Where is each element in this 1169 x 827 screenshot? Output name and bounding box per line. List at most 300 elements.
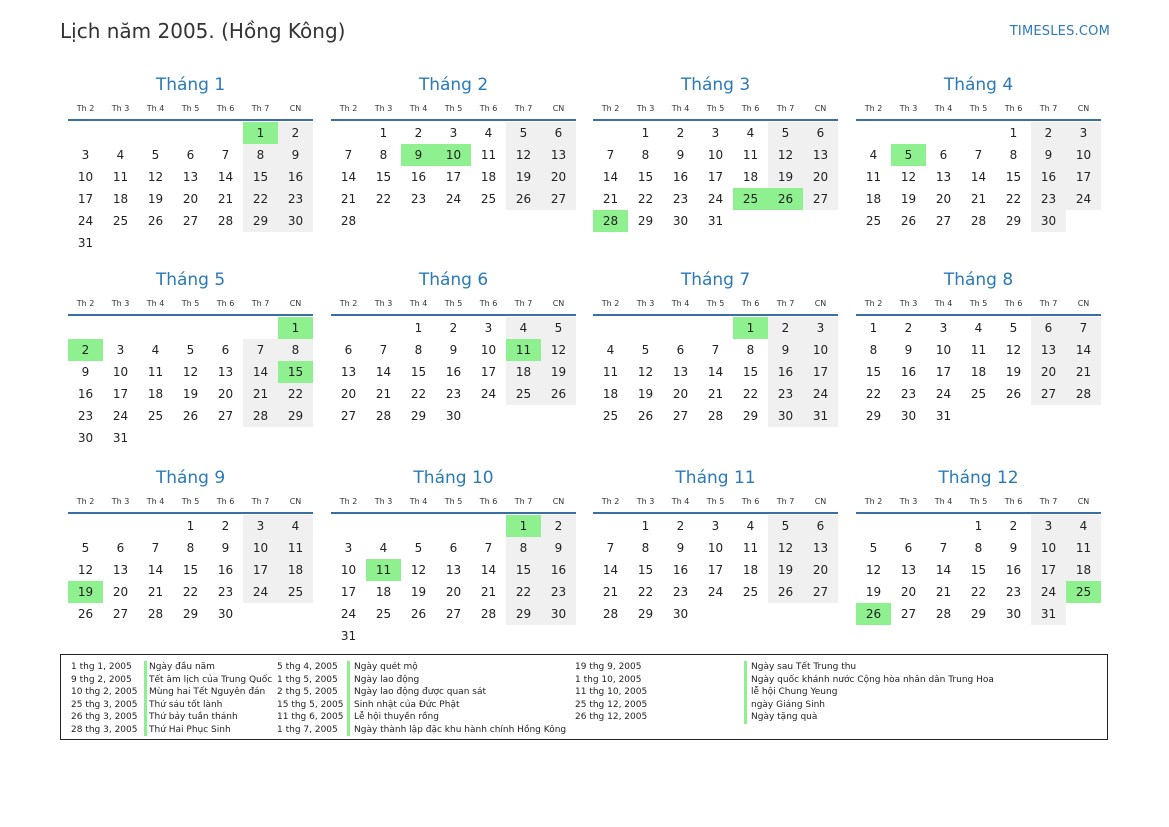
day-cell[interactable]: 26: [637, 409, 654, 423]
day-cell[interactable]: 19: [1005, 365, 1022, 379]
day-cell[interactable]: 29: [865, 409, 882, 423]
day-cell[interactable]: 5: [414, 541, 423, 555]
day-cell[interactable]: 28: [970, 214, 987, 228]
day-cell[interactable]: 28: [243, 405, 278, 427]
day-cell[interactable]: 18: [865, 192, 882, 206]
day-cell[interactable]: 12: [410, 563, 427, 577]
day-cell[interactable]: 20: [1031, 361, 1066, 383]
day-cell[interactable]: 13: [182, 170, 199, 184]
day-cell[interactable]: 7: [484, 541, 493, 555]
day-cell[interactable]: 3: [449, 126, 458, 140]
day-cell[interactable]: 1: [974, 519, 983, 533]
day-cell[interactable]: 8: [414, 343, 423, 357]
day-cell[interactable]: 18: [147, 387, 164, 401]
day-cell[interactable]: 4: [506, 317, 541, 339]
day-cell[interactable]: 17: [803, 361, 838, 383]
day-cell[interactable]: 7: [1066, 317, 1101, 339]
day-cell[interactable]: 20: [935, 192, 952, 206]
day-cell[interactable]: 19: [68, 581, 103, 603]
day-cell[interactable]: 1: [733, 317, 768, 339]
day-cell[interactable]: 2: [768, 317, 803, 339]
day-cell[interactable]: 15: [506, 559, 541, 581]
day-cell[interactable]: 14: [1066, 339, 1101, 361]
day-cell[interactable]: 22: [970, 585, 987, 599]
day-cell[interactable]: 26: [182, 409, 199, 423]
day-cell[interactable]: 16: [217, 563, 234, 577]
day-cell[interactable]: 14: [970, 170, 987, 184]
day-cell[interactable]: 11: [366, 559, 401, 581]
day-cell[interactable]: 2: [449, 321, 458, 335]
day-cell[interactable]: 9: [449, 343, 458, 357]
day-cell[interactable]: 2: [904, 321, 913, 335]
day-cell[interactable]: 3: [1031, 515, 1066, 537]
day-cell[interactable]: 14: [480, 563, 497, 577]
day-cell[interactable]: 5: [641, 343, 650, 357]
day-cell[interactable]: 29: [1005, 214, 1022, 228]
day-cell[interactable]: 3: [711, 126, 720, 140]
day-cell[interactable]: 15: [637, 563, 654, 577]
day-cell[interactable]: 19: [541, 361, 576, 383]
day-cell[interactable]: 31: [340, 629, 357, 643]
day-cell[interactable]: 5: [891, 144, 926, 166]
day-cell[interactable]: 31: [935, 409, 952, 423]
day-cell[interactable]: 18: [602, 387, 619, 401]
day-cell[interactable]: 30: [768, 405, 803, 427]
day-cell[interactable]: 20: [182, 192, 199, 206]
day-cell[interactable]: 23: [1005, 585, 1022, 599]
day-cell[interactable]: 18: [1066, 559, 1101, 581]
day-cell[interactable]: 6: [449, 541, 458, 555]
day-cell[interactable]: 25: [480, 192, 497, 206]
day-cell[interactable]: 3: [711, 519, 720, 533]
day-cell[interactable]: 28: [217, 214, 234, 228]
day-cell[interactable]: 17: [340, 585, 357, 599]
day-cell[interactable]: 8: [974, 541, 983, 555]
day-cell[interactable]: 12: [77, 563, 94, 577]
day-cell[interactable]: 12: [768, 144, 803, 166]
day-cell[interactable]: 18: [970, 365, 987, 379]
day-cell[interactable]: 6: [344, 343, 353, 357]
day-cell[interactable]: 1: [278, 317, 313, 339]
day-cell[interactable]: 15: [243, 166, 278, 188]
day-cell[interactable]: 8: [746, 343, 755, 357]
day-cell[interactable]: 2: [221, 519, 230, 533]
day-cell[interactable]: 30: [672, 214, 689, 228]
day-cell[interactable]: 16: [1005, 563, 1022, 577]
day-cell[interactable]: 18: [375, 585, 392, 599]
day-cell[interactable]: 15: [278, 361, 313, 383]
day-cell[interactable]: 1: [641, 519, 650, 533]
day-cell[interactable]: 1: [641, 126, 650, 140]
day-cell[interactable]: 12: [768, 537, 803, 559]
day-cell[interactable]: 24: [1031, 581, 1066, 603]
day-cell[interactable]: 11: [742, 148, 759, 162]
day-cell[interactable]: 11: [970, 343, 987, 357]
day-cell[interactable]: 31: [707, 214, 724, 228]
day-cell[interactable]: 30: [1031, 210, 1066, 232]
day-cell[interactable]: 21: [217, 192, 234, 206]
day-cell[interactable]: 15: [865, 365, 882, 379]
day-cell[interactable]: 27: [803, 188, 838, 210]
day-cell[interactable]: 5: [151, 148, 160, 162]
day-cell[interactable]: 27: [182, 214, 199, 228]
day-cell[interactable]: 26: [768, 581, 803, 603]
day-cell[interactable]: 31: [803, 405, 838, 427]
day-cell[interactable]: 14: [243, 361, 278, 383]
day-cell[interactable]: 12: [506, 144, 541, 166]
day-cell[interactable]: 8: [379, 148, 388, 162]
day-cell[interactable]: 24: [707, 585, 724, 599]
day-cell[interactable]: 20: [900, 585, 917, 599]
day-cell[interactable]: 4: [116, 148, 125, 162]
day-cell[interactable]: 27: [217, 409, 234, 423]
day-cell[interactable]: 24: [112, 409, 129, 423]
day-cell[interactable]: 27: [672, 409, 689, 423]
day-cell[interactable]: 14: [340, 170, 357, 184]
day-cell[interactable]: 14: [217, 170, 234, 184]
day-cell[interactable]: 5: [1009, 321, 1018, 335]
day-cell[interactable]: 18: [112, 192, 129, 206]
day-cell[interactable]: 21: [970, 192, 987, 206]
day-cell[interactable]: 22: [742, 387, 759, 401]
day-cell[interactable]: 9: [221, 541, 230, 555]
day-cell[interactable]: 25: [375, 607, 392, 621]
day-cell[interactable]: 15: [182, 563, 199, 577]
day-cell[interactable]: 1: [1009, 126, 1018, 140]
day-cell[interactable]: 6: [116, 541, 125, 555]
day-cell[interactable]: 24: [445, 192, 462, 206]
day-cell[interactable]: 12: [900, 170, 917, 184]
day-cell[interactable]: 4: [151, 343, 160, 357]
day-cell[interactable]: 12: [637, 365, 654, 379]
day-cell[interactable]: 28: [147, 607, 164, 621]
day-cell[interactable]: 25: [1066, 581, 1101, 603]
day-cell[interactable]: 29: [278, 405, 313, 427]
day-cell[interactable]: 19: [182, 387, 199, 401]
day-cell[interactable]: 6: [939, 148, 948, 162]
day-cell[interactable]: 19: [768, 166, 803, 188]
day-cell[interactable]: 26: [77, 607, 94, 621]
day-cell[interactable]: 19: [865, 585, 882, 599]
day-cell[interactable]: 8: [641, 541, 650, 555]
day-cell[interactable]: 25: [733, 188, 768, 210]
day-cell[interactable]: 1: [506, 515, 541, 537]
day-cell[interactable]: 30: [445, 409, 462, 423]
day-cell[interactable]: 1: [186, 519, 195, 533]
day-cell[interactable]: 16: [541, 559, 576, 581]
day-cell[interactable]: 30: [900, 409, 917, 423]
day-cell[interactable]: 4: [1066, 515, 1101, 537]
day-cell[interactable]: 31: [1031, 603, 1066, 625]
day-cell[interactable]: 23: [217, 585, 234, 599]
day-cell[interactable]: 13: [935, 170, 952, 184]
day-cell[interactable]: 19: [900, 192, 917, 206]
site-link[interactable]: TIMESLES.COM: [1009, 24, 1110, 39]
day-cell[interactable]: 13: [803, 537, 838, 559]
day-cell[interactable]: 3: [116, 343, 125, 357]
day-cell[interactable]: 7: [379, 343, 388, 357]
day-cell[interactable]: 29: [970, 607, 987, 621]
day-cell[interactable]: 17: [243, 559, 278, 581]
day-cell[interactable]: 6: [1031, 317, 1066, 339]
day-cell[interactable]: 13: [445, 563, 462, 577]
day-cell[interactable]: 5: [541, 317, 576, 339]
day-cell[interactable]: 22: [182, 585, 199, 599]
day-cell[interactable]: 30: [278, 210, 313, 232]
day-cell[interactable]: 23: [768, 383, 803, 405]
day-cell[interactable]: 15: [1005, 170, 1022, 184]
day-cell[interactable]: 3: [81, 148, 90, 162]
day-cell[interactable]: 7: [243, 339, 278, 361]
day-cell[interactable]: 23: [77, 409, 94, 423]
day-cell[interactable]: 5: [768, 515, 803, 537]
day-cell[interactable]: 4: [974, 321, 983, 335]
day-cell[interactable]: 3: [484, 321, 493, 335]
day-cell[interactable]: 3: [939, 321, 948, 335]
day-cell[interactable]: 13: [1031, 339, 1066, 361]
day-cell[interactable]: 6: [803, 515, 838, 537]
day-cell[interactable]: 15: [742, 365, 759, 379]
day-cell[interactable]: 4: [484, 126, 493, 140]
day-cell[interactable]: 25: [970, 387, 987, 401]
day-cell[interactable]: 26: [856, 603, 891, 625]
day-cell[interactable]: 3: [344, 541, 353, 555]
day-cell[interactable]: 6: [803, 122, 838, 144]
day-cell[interactable]: 19: [410, 585, 427, 599]
day-cell[interactable]: 22: [1005, 192, 1022, 206]
day-cell[interactable]: 23: [278, 188, 313, 210]
day-cell[interactable]: 29: [742, 409, 759, 423]
day-cell[interactable]: 7: [939, 541, 948, 555]
day-cell[interactable]: 10: [707, 148, 724, 162]
day-cell[interactable]: 13: [672, 365, 689, 379]
day-cell[interactable]: 12: [147, 170, 164, 184]
day-cell[interactable]: 21: [1066, 361, 1101, 383]
day-cell[interactable]: 22: [410, 387, 427, 401]
day-cell[interactable]: 27: [803, 581, 838, 603]
day-cell[interactable]: 11: [112, 170, 129, 184]
day-cell[interactable]: 24: [243, 581, 278, 603]
day-cell[interactable]: 21: [935, 585, 952, 599]
day-cell[interactable]: 8: [641, 148, 650, 162]
day-cell[interactable]: 2: [676, 519, 685, 533]
day-cell[interactable]: 20: [803, 559, 838, 581]
day-cell[interactable]: 3: [1066, 122, 1101, 144]
day-cell[interactable]: 11: [147, 365, 164, 379]
day-cell[interactable]: 21: [602, 192, 619, 206]
day-cell[interactable]: 17: [1031, 559, 1066, 581]
day-cell[interactable]: 13: [803, 144, 838, 166]
day-cell[interactable]: 27: [1031, 383, 1066, 405]
day-cell[interactable]: 2: [278, 122, 313, 144]
day-cell[interactable]: 24: [480, 387, 497, 401]
day-cell[interactable]: 5: [81, 541, 90, 555]
day-cell[interactable]: 4: [746, 519, 755, 533]
day-cell[interactable]: 28: [340, 214, 357, 228]
day-cell[interactable]: 26: [768, 188, 803, 210]
day-cell[interactable]: 11: [742, 541, 759, 555]
day-cell[interactable]: 13: [340, 365, 357, 379]
day-cell[interactable]: 17: [77, 192, 94, 206]
day-cell[interactable]: 10: [340, 563, 357, 577]
day-cell[interactable]: 17: [480, 365, 497, 379]
day-cell[interactable]: 7: [606, 148, 615, 162]
day-cell[interactable]: 30: [217, 607, 234, 621]
day-cell[interactable]: 18: [480, 170, 497, 184]
day-cell[interactable]: 16: [1031, 166, 1066, 188]
day-cell[interactable]: 17: [112, 387, 129, 401]
day-cell[interactable]: 15: [410, 365, 427, 379]
day-cell[interactable]: 22: [243, 188, 278, 210]
day-cell[interactable]: 29: [182, 607, 199, 621]
day-cell[interactable]: 23: [900, 387, 917, 401]
day-cell[interactable]: 24: [707, 192, 724, 206]
day-cell[interactable]: 30: [541, 603, 576, 625]
day-cell[interactable]: 13: [217, 365, 234, 379]
day-cell[interactable]: 29: [410, 409, 427, 423]
day-cell[interactable]: 29: [637, 607, 654, 621]
day-cell[interactable]: 17: [1066, 166, 1101, 188]
day-cell[interactable]: 28: [1066, 383, 1101, 405]
day-cell[interactable]: 28: [602, 607, 619, 621]
day-cell[interactable]: 29: [637, 214, 654, 228]
day-cell[interactable]: 12: [865, 563, 882, 577]
day-cell[interactable]: 26: [410, 607, 427, 621]
day-cell[interactable]: 18: [506, 361, 541, 383]
day-cell[interactable]: 22: [506, 581, 541, 603]
day-cell[interactable]: 20: [217, 387, 234, 401]
day-cell[interactable]: 16: [410, 170, 427, 184]
day-cell[interactable]: 5: [869, 541, 878, 555]
day-cell[interactable]: 1: [414, 321, 423, 335]
day-cell[interactable]: 7: [221, 148, 230, 162]
day-cell[interactable]: 21: [243, 383, 278, 405]
day-cell[interactable]: 9: [541, 537, 576, 559]
day-cell[interactable]: 9: [1031, 144, 1066, 166]
day-cell[interactable]: 25: [602, 409, 619, 423]
day-cell[interactable]: 2: [1009, 519, 1018, 533]
day-cell[interactable]: 24: [803, 383, 838, 405]
day-cell[interactable]: 10: [707, 541, 724, 555]
day-cell[interactable]: 18: [742, 563, 759, 577]
day-cell[interactable]: 24: [1066, 188, 1101, 210]
day-cell[interactable]: 28: [935, 607, 952, 621]
day-cell[interactable]: 19: [768, 559, 803, 581]
day-cell[interactable]: 10: [243, 537, 278, 559]
day-cell[interactable]: 22: [637, 585, 654, 599]
day-cell[interactable]: 10: [77, 170, 94, 184]
day-cell[interactable]: 27: [445, 607, 462, 621]
day-cell[interactable]: 24: [935, 387, 952, 401]
day-cell[interactable]: 15: [637, 170, 654, 184]
day-cell[interactable]: 7: [344, 148, 353, 162]
day-cell[interactable]: 13: [541, 144, 576, 166]
day-cell[interactable]: 25: [278, 581, 313, 603]
day-cell[interactable]: 14: [147, 563, 164, 577]
day-cell[interactable]: 6: [186, 148, 195, 162]
day-cell[interactable]: 28: [480, 607, 497, 621]
day-cell[interactable]: 31: [77, 236, 94, 250]
day-cell[interactable]: 2: [414, 126, 423, 140]
day-cell[interactable]: 21: [375, 387, 392, 401]
day-cell[interactable]: 3: [243, 515, 278, 537]
day-cell[interactable]: 23: [672, 585, 689, 599]
day-cell[interactable]: 7: [711, 343, 720, 357]
day-cell[interactable]: 17: [445, 170, 462, 184]
day-cell[interactable]: 18: [742, 170, 759, 184]
day-cell[interactable]: 16: [768, 361, 803, 383]
day-cell[interactable]: 9: [904, 343, 913, 357]
day-cell[interactable]: 8: [1009, 148, 1018, 162]
day-cell[interactable]: 17: [935, 365, 952, 379]
day-cell[interactable]: 25: [865, 214, 882, 228]
day-cell[interactable]: 26: [900, 214, 917, 228]
day-cell[interactable]: 13: [900, 563, 917, 577]
day-cell[interactable]: 14: [375, 365, 392, 379]
day-cell[interactable]: 25: [147, 409, 164, 423]
day-cell[interactable]: 5: [768, 122, 803, 144]
day-cell[interactable]: 8: [186, 541, 195, 555]
day-cell[interactable]: 9: [401, 144, 436, 166]
day-cell[interactable]: 20: [803, 166, 838, 188]
day-cell[interactable]: 12: [541, 339, 576, 361]
day-cell[interactable]: 27: [935, 214, 952, 228]
day-cell[interactable]: 22: [375, 192, 392, 206]
day-cell[interactable]: 20: [112, 585, 129, 599]
day-cell[interactable]: 4: [606, 343, 615, 357]
day-cell[interactable]: 25: [506, 383, 541, 405]
day-cell[interactable]: 10: [1031, 537, 1066, 559]
day-cell[interactable]: 23: [1031, 188, 1066, 210]
day-cell[interactable]: 22: [278, 383, 313, 405]
day-cell[interactable]: 2: [1031, 122, 1066, 144]
day-cell[interactable]: 20: [445, 585, 462, 599]
day-cell[interactable]: 25: [112, 214, 129, 228]
day-cell[interactable]: 9: [278, 144, 313, 166]
day-cell[interactable]: 1: [379, 126, 388, 140]
day-cell[interactable]: 6: [676, 343, 685, 357]
day-cell[interactable]: 17: [707, 563, 724, 577]
day-cell[interactable]: 29: [243, 210, 278, 232]
day-cell[interactable]: 9: [768, 339, 803, 361]
day-cell[interactable]: 29: [506, 603, 541, 625]
day-cell[interactable]: 11: [865, 170, 882, 184]
day-cell[interactable]: 9: [1009, 541, 1018, 555]
day-cell[interactable]: 26: [506, 188, 541, 210]
day-cell[interactable]: 22: [637, 192, 654, 206]
day-cell[interactable]: 30: [672, 607, 689, 621]
day-cell[interactable]: 30: [77, 431, 94, 445]
day-cell[interactable]: 10: [436, 144, 471, 166]
day-cell[interactable]: 23: [541, 581, 576, 603]
day-cell[interactable]: 6: [904, 541, 913, 555]
day-cell[interactable]: 31: [112, 431, 129, 445]
day-cell[interactable]: 26: [541, 383, 576, 405]
day-cell[interactable]: 14: [602, 170, 619, 184]
day-cell[interactable]: 20: [340, 387, 357, 401]
day-cell[interactable]: 21: [480, 585, 497, 599]
day-cell[interactable]: 2: [676, 126, 685, 140]
day-cell[interactable]: 12: [1005, 343, 1022, 357]
day-cell[interactable]: 4: [278, 515, 313, 537]
day-cell[interactable]: 21: [340, 192, 357, 206]
day-cell[interactable]: 16: [900, 365, 917, 379]
day-cell[interactable]: 16: [672, 170, 689, 184]
day-cell[interactable]: 12: [182, 365, 199, 379]
day-cell[interactable]: 13: [112, 563, 129, 577]
day-cell[interactable]: 23: [445, 387, 462, 401]
day-cell[interactable]: 3: [803, 317, 838, 339]
